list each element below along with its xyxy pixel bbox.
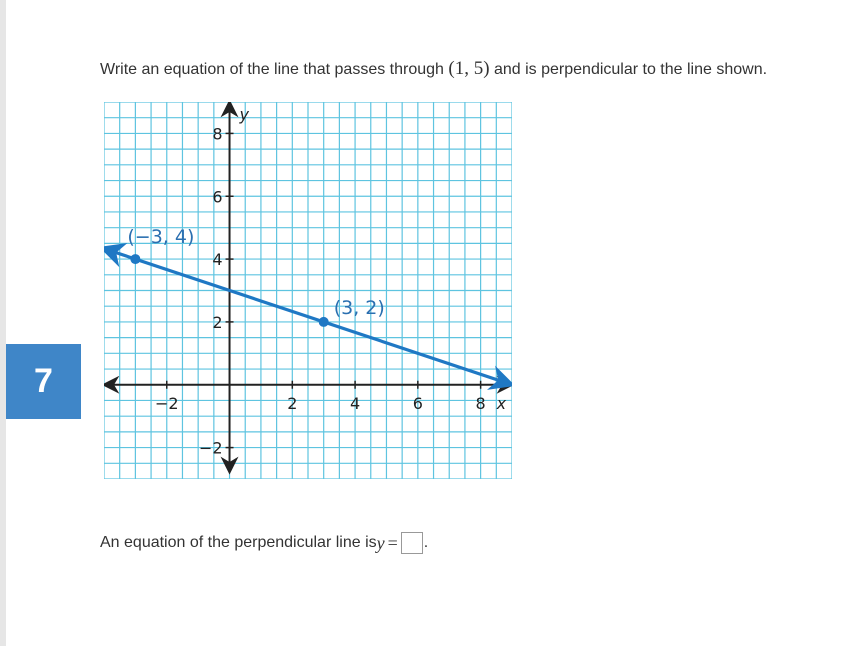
prompt-point: (1, 5) [448,58,490,79]
x-tick-label: 2 [287,393,298,413]
y-axis-label: y [239,105,250,124]
point-marker [130,254,140,264]
answer-input[interactable] [401,532,423,554]
x-axis-label: x [496,393,507,413]
prompt-text-after: and is perpendicular to the line shown. [489,61,768,78]
x-tick-label: −2 [154,393,179,413]
y-tick-label: −2 [198,438,223,458]
y-tick-label: 2 [212,312,223,332]
answer-row [100,530,428,556]
prompt-text-before: Write an equation of the line that passes through [100,61,449,78]
point-label: (−3, 4) [127,226,195,249]
x-tick-label: 4 [349,393,361,413]
y-tick-label: 6 [212,187,223,207]
answer-period: . [423,534,429,551]
x-tick-label: 6 [412,393,423,413]
question-number-badge [6,344,81,419]
y-tick-label: 4 [212,250,223,270]
answer-variable: y [376,533,385,553]
point-label: (3, 2) [333,296,385,319]
left-margin-strip [0,0,6,646]
question-prompt [100,57,850,82]
point-marker [319,317,329,327]
graph-grid [104,102,512,479]
answer-equals: = [387,533,398,553]
y-tick-label: 8 [212,124,223,144]
x-tick-label: 8 [475,393,486,413]
coordinate-graph [104,102,512,479]
answer-label: An equation of the perpendicular line is [100,534,377,551]
question-number: 7 [34,362,53,400]
